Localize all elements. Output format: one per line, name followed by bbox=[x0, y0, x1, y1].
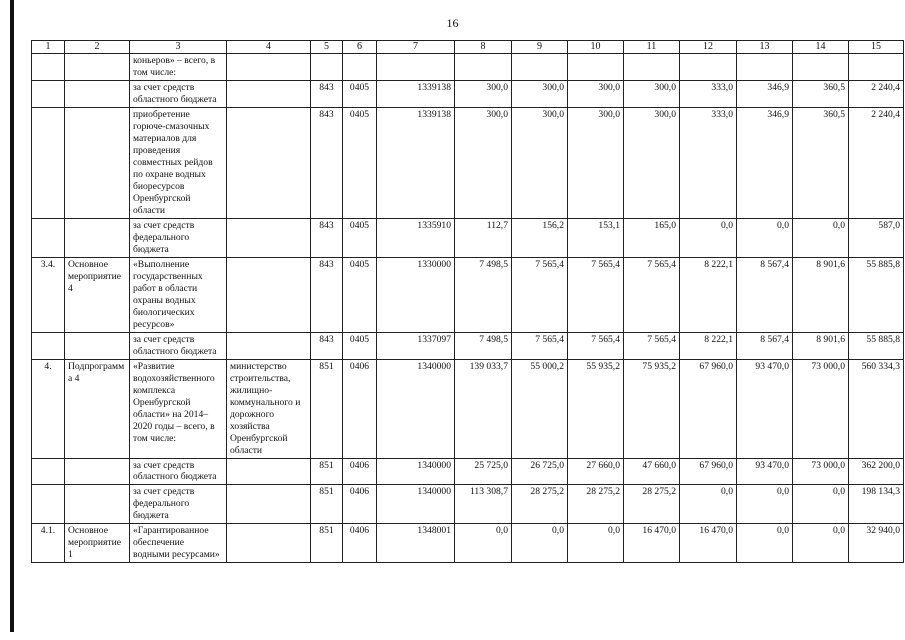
amount-2016: 7 565,4 bbox=[568, 257, 624, 332]
item-type bbox=[65, 80, 130, 107]
responsible-executor bbox=[227, 332, 311, 359]
section-code: 0406 bbox=[343, 458, 377, 485]
amount-2015: 7 565,4 bbox=[512, 332, 568, 359]
amount-2018: 333,0 bbox=[680, 80, 737, 107]
column-header: 10 bbox=[568, 41, 624, 54]
responsible-executor bbox=[227, 80, 311, 107]
amount-total bbox=[849, 54, 904, 81]
page-number: 16 bbox=[446, 16, 459, 30]
amount-2017: 7 565,4 bbox=[624, 257, 680, 332]
amount-2014 bbox=[455, 54, 512, 81]
amount-2018: 67 960,0 bbox=[680, 359, 737, 458]
column-header: 15 bbox=[849, 41, 904, 54]
section-code: 0405 bbox=[343, 218, 377, 257]
grbs-code: 843 bbox=[311, 257, 343, 332]
responsible-executor bbox=[227, 485, 311, 524]
item-description: коньеров» – всего, в том числе: bbox=[130, 54, 227, 81]
amount-2016: 55 935,2 bbox=[568, 359, 624, 458]
amount-total: 587,0 bbox=[849, 218, 904, 257]
amount-2019: 346,9 bbox=[737, 80, 793, 107]
responsible-executor bbox=[227, 458, 311, 485]
column-header: 8 bbox=[455, 41, 512, 54]
amount-2016: 300,0 bbox=[568, 80, 624, 107]
amount-total: 2 240,4 bbox=[849, 107, 904, 218]
item-number bbox=[32, 54, 65, 81]
grbs-code: 851 bbox=[311, 359, 343, 458]
target-article-code: 1339138 bbox=[377, 107, 455, 218]
amount-2018: 333,0 bbox=[680, 107, 737, 218]
grbs-code: 851 bbox=[311, 524, 343, 563]
budget-table bbox=[31, 40, 904, 563]
amount-2017: 7 565,4 bbox=[624, 332, 680, 359]
table-row bbox=[32, 458, 904, 485]
item-description: за счет средств областного бюджета bbox=[130, 458, 227, 485]
responsible-executor bbox=[227, 218, 311, 257]
section-code: 0406 bbox=[343, 485, 377, 524]
item-description: приобретение горюче-смазочных материалов для проведения совместных рейдов по охране водных биоресурсов Оренбургской области bbox=[130, 107, 227, 218]
amount-2017: 300,0 bbox=[624, 107, 680, 218]
amount-2020: 360,5 bbox=[793, 107, 849, 218]
target-article-code: 1340000 bbox=[377, 359, 455, 458]
table-row bbox=[32, 359, 904, 458]
item-number: 4. bbox=[32, 359, 65, 458]
amount-2018: 8 222,1 bbox=[680, 257, 737, 332]
amount-2014: 300,0 bbox=[455, 80, 512, 107]
table-row bbox=[32, 485, 904, 524]
responsible-executor bbox=[227, 107, 311, 218]
grbs-code: 851 bbox=[311, 458, 343, 485]
item-description: за счет средств областного бюджета bbox=[130, 80, 227, 107]
amount-2018: 16 470,0 bbox=[680, 524, 737, 563]
amount-2014: 112,7 bbox=[455, 218, 512, 257]
grbs-code bbox=[311, 54, 343, 81]
binder-margin-line bbox=[10, 0, 14, 632]
item-description: «Развитие водохозяйственного комплекса Оренбургской области» на 2014–2020 годы – всего, в том числе: bbox=[130, 359, 227, 458]
column-header: 7 bbox=[377, 41, 455, 54]
column-header: 5 bbox=[311, 41, 343, 54]
item-number bbox=[32, 332, 65, 359]
amount-2016: 300,0 bbox=[568, 107, 624, 218]
amount-2019: 93 470,0 bbox=[737, 359, 793, 458]
amount-2020: 0,0 bbox=[793, 485, 849, 524]
item-type bbox=[65, 485, 130, 524]
amount-2014: 25 725,0 bbox=[455, 458, 512, 485]
item-description: «Гарантированное обеспечение водными ресурсами» bbox=[130, 524, 227, 563]
target-article-code: 1348001 bbox=[377, 524, 455, 563]
amount-total: 32 940,0 bbox=[849, 524, 904, 563]
responsible-executor bbox=[227, 257, 311, 332]
target-article-code: 1340000 bbox=[377, 485, 455, 524]
amount-2019: 346,9 bbox=[737, 107, 793, 218]
amount-2020: 73 000,0 bbox=[793, 359, 849, 458]
amount-2017 bbox=[624, 54, 680, 81]
target-article-code: 1340000 bbox=[377, 458, 455, 485]
table-row bbox=[32, 332, 904, 359]
amount-2015 bbox=[512, 54, 568, 81]
amount-2019 bbox=[737, 54, 793, 81]
amount-2018: 8 222,1 bbox=[680, 332, 737, 359]
column-header: 6 bbox=[343, 41, 377, 54]
item-number: 3.4. bbox=[32, 257, 65, 332]
item-number bbox=[32, 107, 65, 218]
amount-2014: 7 498,5 bbox=[455, 257, 512, 332]
item-number bbox=[32, 218, 65, 257]
amount-2016: 28 275,2 bbox=[568, 485, 624, 524]
amount-2014: 0,0 bbox=[455, 524, 512, 563]
amount-total: 362 200,0 bbox=[849, 458, 904, 485]
section-code bbox=[343, 54, 377, 81]
table-row bbox=[32, 107, 904, 218]
item-description: за счет средств федерального бюджета bbox=[130, 218, 227, 257]
amount-2017: 47 660,0 bbox=[624, 458, 680, 485]
item-description: за счет средств федерального бюджета bbox=[130, 485, 227, 524]
amount-2016: 27 660,0 bbox=[568, 458, 624, 485]
amount-2018: 0,0 bbox=[680, 218, 737, 257]
column-header: 11 bbox=[624, 41, 680, 54]
item-description: за счет средств областного бюджета bbox=[130, 332, 227, 359]
amount-2014: 7 498,5 bbox=[455, 332, 512, 359]
column-header: 12 bbox=[680, 41, 737, 54]
amount-2018: 67 960,0 bbox=[680, 458, 737, 485]
amount-2015: 300,0 bbox=[512, 80, 568, 107]
amount-2015: 7 565,4 bbox=[512, 257, 568, 332]
amount-2015: 156,2 bbox=[512, 218, 568, 257]
amount-2020: 8 901,6 bbox=[793, 332, 849, 359]
section-code: 0405 bbox=[343, 257, 377, 332]
table-row bbox=[32, 257, 904, 332]
amount-total: 55 885,8 bbox=[849, 257, 904, 332]
grbs-code: 843 bbox=[311, 80, 343, 107]
column-header: 14 bbox=[793, 41, 849, 54]
table-row bbox=[32, 54, 904, 81]
amount-2020: 0,0 bbox=[793, 524, 849, 563]
grbs-code: 843 bbox=[311, 107, 343, 218]
item-number bbox=[32, 458, 65, 485]
item-type bbox=[65, 54, 130, 81]
item-number bbox=[32, 80, 65, 107]
amount-2015: 55 000,2 bbox=[512, 359, 568, 458]
grbs-code: 851 bbox=[311, 485, 343, 524]
item-type bbox=[65, 107, 130, 218]
column-header: 2 bbox=[65, 41, 130, 54]
amount-2017: 16 470,0 bbox=[624, 524, 680, 563]
section-code: 0405 bbox=[343, 80, 377, 107]
responsible-executor bbox=[227, 524, 311, 563]
amount-2019: 93 470,0 bbox=[737, 458, 793, 485]
target-article-code bbox=[377, 54, 455, 81]
grbs-code: 843 bbox=[311, 218, 343, 257]
item-type bbox=[65, 332, 130, 359]
item-number: 4.1. bbox=[32, 524, 65, 563]
item-description: «Выполнение государственных работ в области охраны водных биологических ресурсов» bbox=[130, 257, 227, 332]
amount-2014: 300,0 bbox=[455, 107, 512, 218]
column-header: 3 bbox=[130, 41, 227, 54]
amount-2017: 165,0 bbox=[624, 218, 680, 257]
section-code: 0405 bbox=[343, 332, 377, 359]
amount-2020: 73 000,0 bbox=[793, 458, 849, 485]
target-article-code: 1335910 bbox=[377, 218, 455, 257]
amount-2020: 0,0 bbox=[793, 218, 849, 257]
amount-total: 2 240,4 bbox=[849, 80, 904, 107]
section-code: 0406 bbox=[343, 524, 377, 563]
section-code: 0406 bbox=[343, 359, 377, 458]
amount-2019: 8 567,4 bbox=[737, 332, 793, 359]
amount-2019: 0,0 bbox=[737, 218, 793, 257]
amount-2015: 300,0 bbox=[512, 107, 568, 218]
table-row bbox=[32, 524, 904, 563]
target-article-code: 1339138 bbox=[377, 80, 455, 107]
column-header: 4 bbox=[227, 41, 311, 54]
amount-2015: 26 725,0 bbox=[512, 458, 568, 485]
amount-total: 55 885,8 bbox=[849, 332, 904, 359]
target-article-code: 1330000 bbox=[377, 257, 455, 332]
item-number bbox=[32, 485, 65, 524]
amount-total: 560 334,3 bbox=[849, 359, 904, 458]
amount-2016 bbox=[568, 54, 624, 81]
table-row bbox=[32, 218, 904, 257]
column-header: 1 bbox=[32, 41, 65, 54]
responsible-executor bbox=[227, 54, 311, 81]
amount-2014: 139 033,7 bbox=[455, 359, 512, 458]
item-type: Основное мероприятие 1 bbox=[65, 524, 130, 563]
responsible-executor: министерство строительства, жилищно-коммунального и дорожного хозяйства Оренбургской области bbox=[227, 359, 311, 458]
amount-2015: 0,0 bbox=[512, 524, 568, 563]
item-type: Подпрограмма 4 bbox=[65, 359, 130, 458]
column-number-header bbox=[32, 41, 904, 54]
amount-2017: 75 935,2 bbox=[624, 359, 680, 458]
section-code: 0405 bbox=[343, 107, 377, 218]
column-header: 13 bbox=[737, 41, 793, 54]
item-type bbox=[65, 218, 130, 257]
amount-total: 198 134,3 bbox=[849, 485, 904, 524]
target-article-code: 1337097 bbox=[377, 332, 455, 359]
amount-2017: 300,0 bbox=[624, 80, 680, 107]
amount-2019: 8 567,4 bbox=[737, 257, 793, 332]
amount-2019: 0,0 bbox=[737, 524, 793, 563]
amount-2017: 28 275,2 bbox=[624, 485, 680, 524]
grbs-code: 843 bbox=[311, 332, 343, 359]
item-type bbox=[65, 458, 130, 485]
amount-2016: 7 565,4 bbox=[568, 332, 624, 359]
amount-2020 bbox=[793, 54, 849, 81]
amount-2020: 360,5 bbox=[793, 80, 849, 107]
amount-2014: 113 308,7 bbox=[455, 485, 512, 524]
amount-2015: 28 275,2 bbox=[512, 485, 568, 524]
amount-2020: 8 901,6 bbox=[793, 257, 849, 332]
amount-2018: 0,0 bbox=[680, 485, 737, 524]
item-type: Основное мероприятие 4 bbox=[65, 257, 130, 332]
amount-2016: 0,0 bbox=[568, 524, 624, 563]
column-header: 9 bbox=[512, 41, 568, 54]
table-row bbox=[32, 80, 904, 107]
amount-2018 bbox=[680, 54, 737, 81]
amount-2019: 0,0 bbox=[737, 485, 793, 524]
amount-2016: 153,1 bbox=[568, 218, 624, 257]
